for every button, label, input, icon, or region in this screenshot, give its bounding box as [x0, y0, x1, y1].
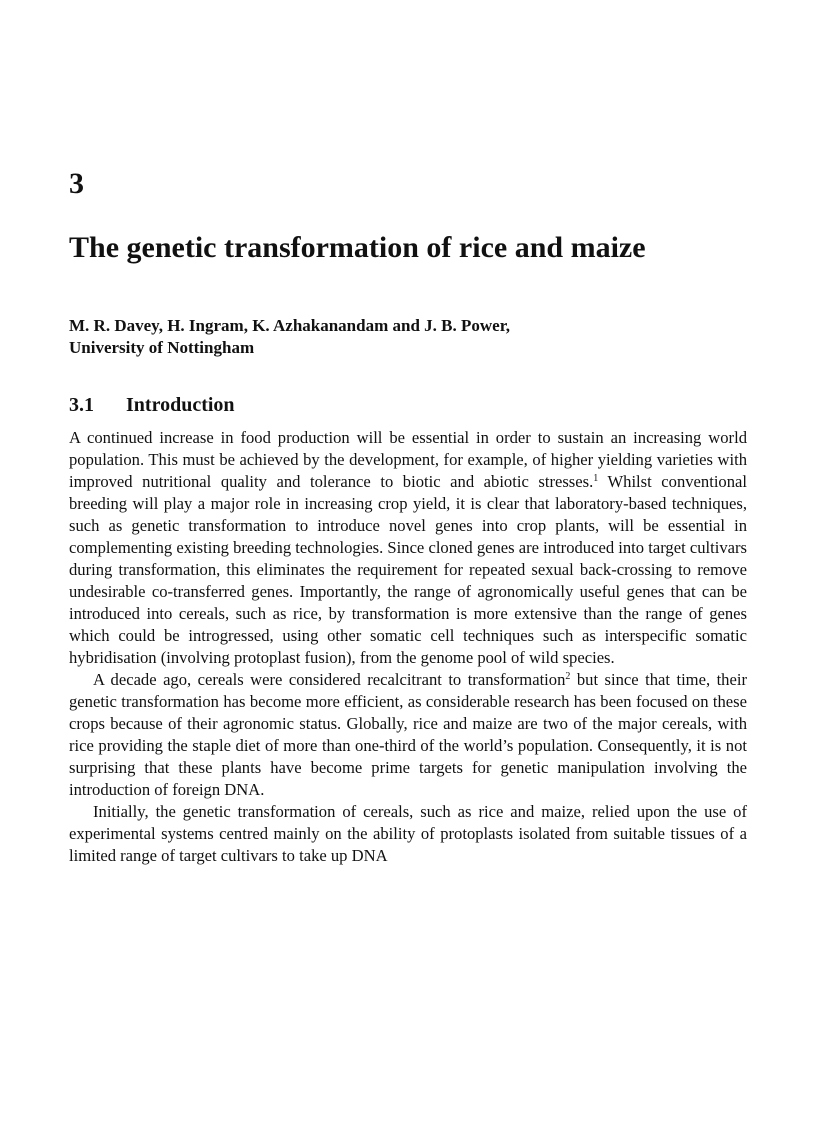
body-text: [69, 427, 747, 867]
section-heading: [69, 392, 235, 418]
section-title: Introduction: [126, 394, 235, 416]
paragraph-2-text-b: but since that time, their genetic transformation has become more efficient, as considerable research has been focused on these crops because of their agronomic status. Globally, rice and maize are two of the major cereals, with rice providing the staple diet of more than one-third of the world’s population. Consequently, it is not surprising that these plants have become prime targets for genetic manipulation involving the introduction of foreign DNA.: [69, 670, 747, 799]
chapter-number: 3: [69, 167, 84, 200]
footnote-ref-2[interactable]: 2: [565, 671, 571, 682]
section-number: 3.1: [69, 394, 94, 416]
paragraph-1-text-b: Whilst conventional breeding will play a major role in increasing crop yield, it is clear that laboratory-based techniques, such as genetic transformation to introduce novel genes into crop plants, will be essential in complementing existing breeding technologies. Since cloned genes are introduced into target cultivars during transformation, this eliminates the requirement for repeated sexual back-crossing to remove undesirable co-transferred genes. Importantly, the range of agronomically useful genes that can be introduced into cereals, such as rice, by transformation is more extensive than the range of genes which could be introgressed, using other somatic cell techniques such as interspecific somatic hybridisation (involving protoplast fusion), from the genome pool of wild species.: [69, 472, 747, 667]
paragraph-1-text-a: A continued increase in food production will be essential in order to sustain an increasing world population. This must be achieved by the development, for example, of higher yielding varieties with improved nutritional quality and tolerance to biotic and abiotic stresses.: [69, 428, 747, 491]
authors-names: M. R. Davey, H. Ingram, K. Azhakanandam and J. B. Power,: [69, 316, 510, 335]
paragraph-2-text-a: A decade ago, cereals were considered recalcitrant to transformation: [93, 670, 566, 689]
paragraph-1: [69, 427, 747, 669]
footnote-ref-1[interactable]: 1: [593, 473, 599, 484]
chapter-authors: [69, 315, 749, 359]
paragraph-2: [69, 669, 747, 801]
paragraph-3: Initially, the genetic transformation of cereals, such as rice and maize, relied upon the use of experimental systems centred mainly on the ability of protoplasts isolated from suitable tissues of a limited range of target cultivars to take up DNA: [69, 802, 747, 865]
authors-affiliation: University of Nottingham: [69, 338, 255, 357]
chapter-title: The genetic transformation of rice and maize: [69, 231, 646, 264]
